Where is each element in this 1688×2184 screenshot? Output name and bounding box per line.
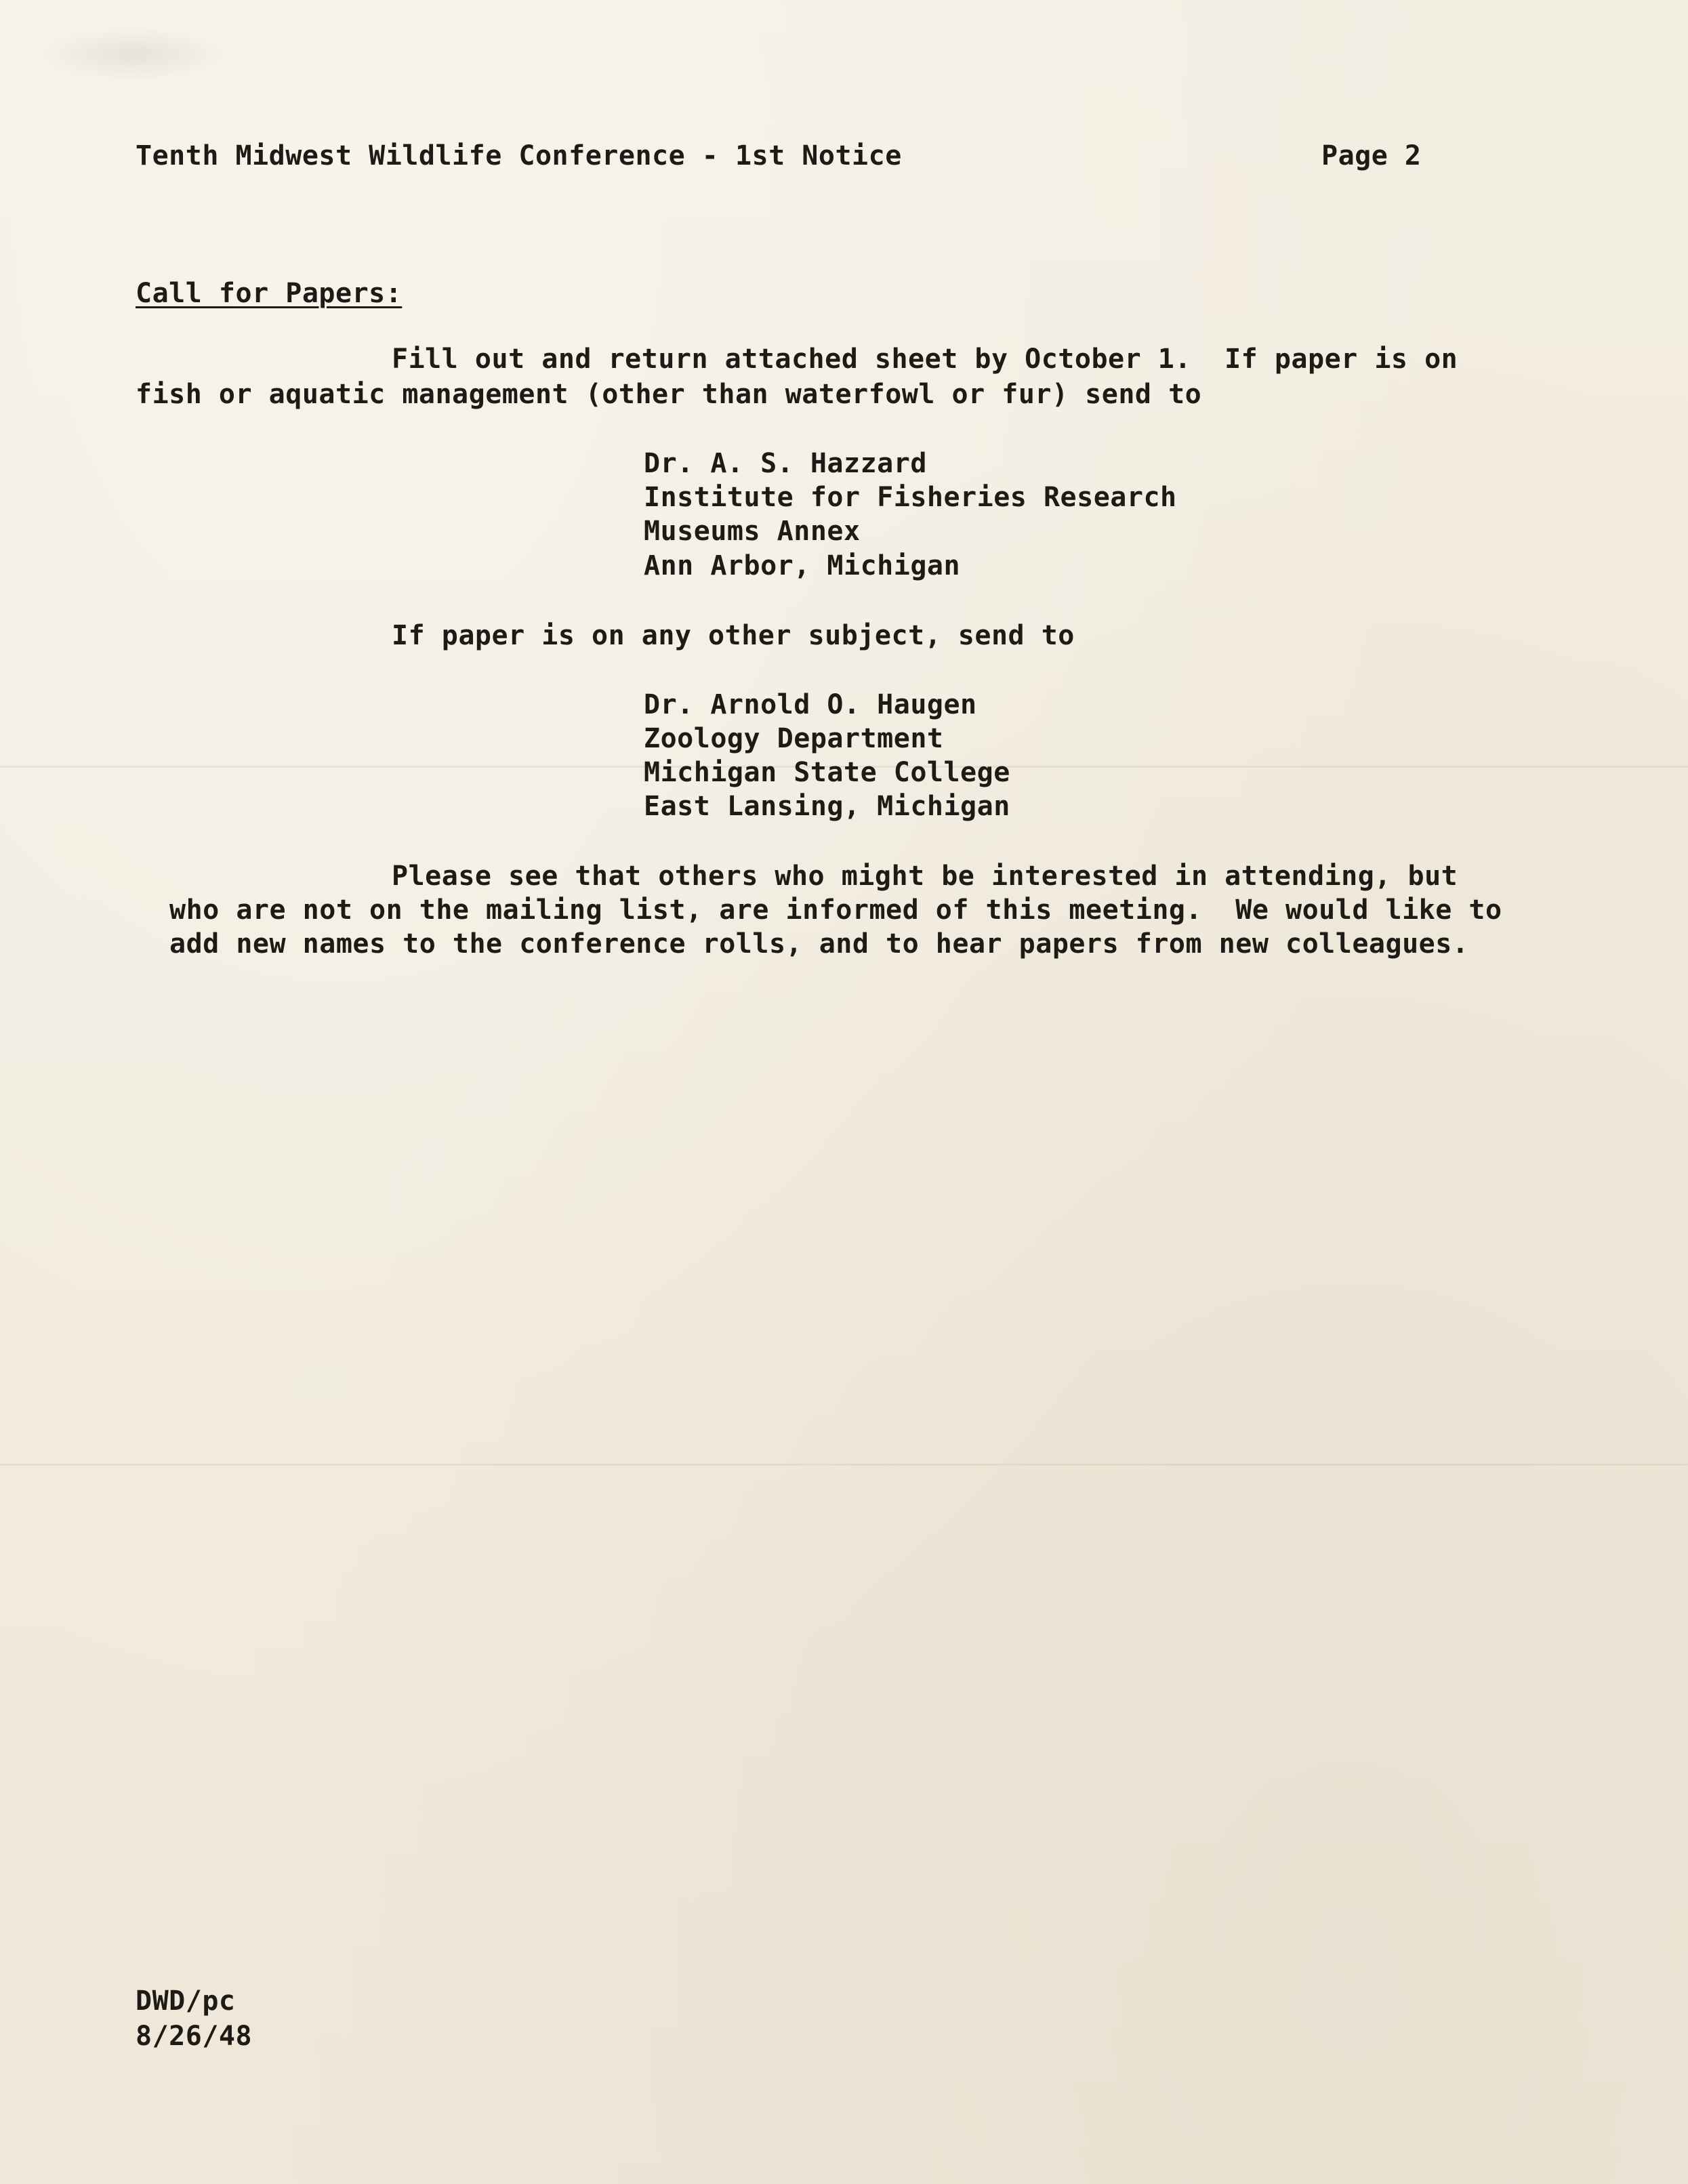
paragraph-line: If paper is on any other subject, send to: [392, 620, 1075, 651]
paragraph-line: add new names to the conference rolls, and to hear papers from new colleagues.: [169, 928, 1469, 960]
fold-line: [0, 1464, 1688, 1466]
address-line: Dr. A. S. Hazzard: [644, 448, 927, 479]
smudge-mark: [41, 27, 230, 81]
typist-initials: DWD/pc: [136, 1985, 236, 2017]
address-line: Museums Annex: [644, 516, 861, 547]
address-line: Ann Arbor, Michigan: [644, 550, 961, 581]
address-line: East Lansing, Michigan: [644, 791, 1010, 822]
section-heading: Call for Papers:: [136, 278, 403, 309]
paragraph-line: fish or aquatic management (other than waterfowl or fur) send to: [136, 379, 1202, 410]
page-number: Page 2: [1321, 140, 1422, 171]
document-date: 8/26/48: [136, 2021, 253, 2052]
document-title: Tenth Midwest Wildlife Conference - 1st Notice: [136, 140, 902, 171]
address-line: Institute for Fisheries Research: [644, 482, 1177, 513]
paragraph-line: Fill out and return attached sheet by October 1. If paper is on: [392, 344, 1458, 375]
paragraph-line: Please see that others who might be interested in attending, but: [392, 861, 1458, 892]
address-line: Zoology Department: [644, 723, 944, 754]
address-line: Dr. Arnold O. Haugen: [644, 689, 977, 720]
address-line: Michigan State College: [644, 757, 1010, 788]
paragraph-line: who are not on the mailing list, are informed of this meeting. We would like to: [169, 894, 1502, 926]
